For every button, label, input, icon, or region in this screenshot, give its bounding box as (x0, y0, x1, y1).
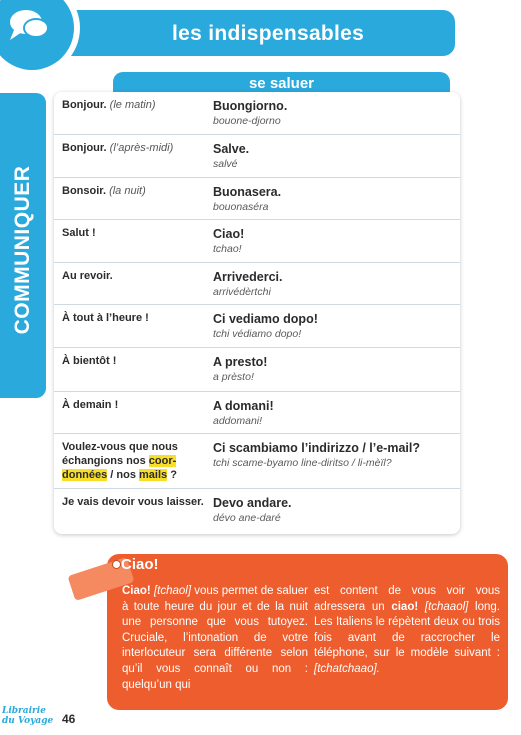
table-row (54, 220, 460, 263)
french-phrase: Je vais devoir vous laisser. (62, 496, 204, 508)
french-phrase: Voulez-vous que nous échangions nos (62, 441, 178, 467)
pronunciation: arrivédèrtchi (213, 286, 271, 298)
french-phrase: À tout à l’heure ! (62, 312, 149, 324)
french-cell (54, 348, 207, 391)
highlighted-word: mails (139, 469, 168, 481)
phrase-note: (le matin) (109, 99, 156, 111)
side-tab-label: COMMUNIQUER (11, 165, 34, 335)
pronunciation: tchi védiamo dopo! (213, 328, 302, 340)
italian-phrase: Ci scambiamo l’indirizzo / l’e-mail? (213, 441, 420, 455)
table-row (54, 489, 460, 534)
publisher-logo (2, 706, 53, 726)
note-column-right (314, 584, 500, 678)
french-phrase-part: ? (167, 469, 177, 481)
pronunciation: dévo ane-daré (213, 512, 281, 524)
french-phrase: Salut ! (62, 227, 96, 239)
table-row (54, 263, 460, 305)
italian-cell (207, 178, 460, 219)
tag-hole-icon (112, 560, 121, 569)
french-phrase: Bonjour. (62, 142, 107, 154)
italian-phrase: A presto! (213, 355, 268, 369)
note-pronunciation: [tchaaol] (418, 600, 469, 613)
note-text: long. Les Italiens le répètent deux ou trois fois avant de raccrocher le téléphone, sur le modèle suivant : (314, 600, 500, 660)
table-row (54, 305, 460, 348)
pronunciation: bouone-djorno (213, 115, 281, 127)
section-title: se saluer (248, 75, 315, 92)
phrase-table (54, 92, 460, 534)
page-title: les indispensables (172, 22, 365, 45)
pronunciation: bouonaséra (213, 201, 269, 213)
italian-cell (207, 263, 460, 304)
french-phrase: Au revoir. (62, 270, 113, 282)
note-text: vous permet de saluer à toute heure du jour et de la nuit une personne que vous tutoyez. Cruciale, l’intonation de votre interlocuteur sera différente selon qu’il vous connaît ou non : quelqu’un qui (122, 585, 309, 691)
logo-line: Librairie (2, 706, 46, 716)
italian-phrase: Ciao! (213, 227, 245, 241)
italian-phrase: Buongiorno. (213, 99, 288, 113)
pronunciation: tchi scame-byamo line-diritso / li-mèïl? (213, 457, 392, 469)
french-phrase: Bonjour. (62, 99, 107, 111)
italian-cell (207, 348, 460, 391)
italian-cell (207, 220, 460, 262)
table-row (54, 434, 460, 489)
pronunciation: tchao! (213, 243, 242, 255)
highlighted-word: coor-données (62, 455, 177, 481)
french-cell (54, 220, 207, 262)
note-keyword: Ciao! (122, 585, 151, 597)
italian-cell (207, 434, 460, 488)
french-cell (54, 392, 207, 433)
french-phrase: À bientôt ! (62, 355, 117, 367)
french-cell (54, 92, 207, 134)
table-row (54, 348, 460, 392)
french-cell (54, 263, 207, 304)
table-row (54, 392, 460, 434)
pronunciation: a prèsto! (213, 371, 254, 383)
note-column-left (122, 584, 308, 693)
french-cell (54, 305, 207, 347)
italian-phrase: Devo andare. (213, 496, 292, 510)
table-row (54, 178, 460, 220)
note-pronunciation: [tchatchaao]. (314, 662, 380, 675)
table-row (54, 135, 460, 178)
french-phrase-part: / nos (107, 469, 140, 481)
french-cell (54, 489, 207, 534)
french-cell (54, 434, 207, 488)
italian-phrase: Salve. (213, 142, 250, 156)
italian-phrase: Buonasera. (213, 185, 282, 199)
pronunciation: addomani! (213, 415, 263, 427)
italian-cell (207, 305, 460, 347)
phrase-note: (la nuit) (109, 185, 146, 197)
italian-cell (207, 135, 460, 177)
french-cell (54, 178, 207, 219)
italian-phrase: Ci vediamo dopo! (213, 312, 318, 326)
italian-cell (207, 489, 460, 534)
french-phrase: Bonsoir. (62, 185, 107, 197)
note-title: Ciao! (121, 556, 159, 573)
logo-line: du Voyage (2, 716, 54, 726)
note-text: est content de vous voir vous adressera un (314, 585, 500, 613)
italian-phrase: Arrivederci. (213, 270, 283, 284)
french-phrase: À demain ! (62, 399, 119, 411)
table-row (54, 92, 460, 135)
phrase-note: (l’après-midi) (109, 142, 174, 154)
page-number: 46 (62, 712, 76, 726)
italian-cell (207, 92, 460, 134)
note-pronunciation: [tchaol] (150, 585, 192, 597)
pronunciation: salvé (213, 158, 238, 170)
note-keyword: ciao! (391, 600, 419, 613)
italian-cell (207, 392, 460, 433)
french-cell (54, 135, 207, 177)
speech-bubble-icon (4, 4, 52, 44)
italian-phrase: A domani! (213, 399, 274, 413)
